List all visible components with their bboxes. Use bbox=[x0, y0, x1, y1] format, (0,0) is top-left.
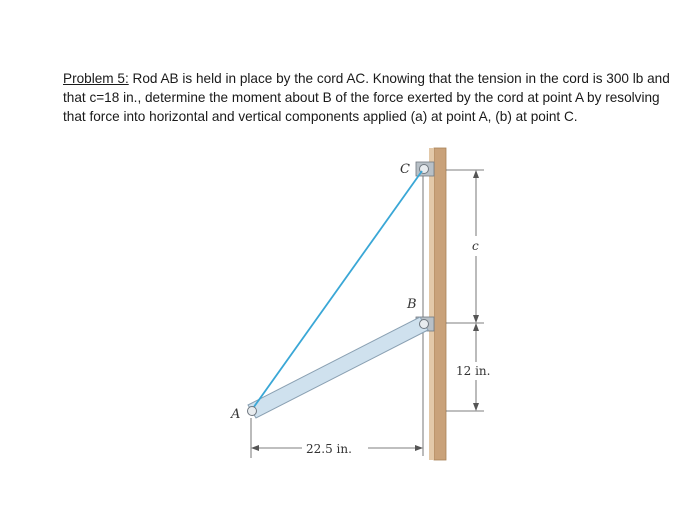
wall-edge bbox=[429, 148, 434, 460]
label-dim-c: c bbox=[472, 239, 479, 253]
dim-c-arrow-bottom bbox=[473, 315, 479, 323]
label-b: B bbox=[407, 297, 417, 312]
pin-a bbox=[248, 407, 257, 416]
dim-c-arrow-top bbox=[473, 170, 479, 178]
dim-h-arrow-left bbox=[251, 445, 259, 451]
dim-12-arrow-top bbox=[473, 323, 479, 331]
label-dim-12in: 12 in. bbox=[456, 364, 491, 378]
problem-label: Problem 5: bbox=[63, 71, 129, 86]
pin-b bbox=[420, 320, 429, 329]
label-dim-22-5in: 22.5 in. bbox=[306, 442, 352, 456]
wall bbox=[434, 148, 446, 460]
rod-ab bbox=[248, 317, 428, 418]
dim-12-arrow-bottom bbox=[473, 403, 479, 411]
label-a: A bbox=[231, 407, 241, 422]
dim-h-arrow-right bbox=[415, 445, 423, 451]
label-c: C bbox=[400, 162, 410, 177]
problem-body: Rod AB is held in place by the cord AC. Knowing that the tension in the cord is 300 lb and that c=18 in., determine the moment about B of the force exerted by the cord at point A by resolving that force into horizontal and vertical components applied (a) at point A, (b) at point C. bbox=[63, 71, 670, 124]
